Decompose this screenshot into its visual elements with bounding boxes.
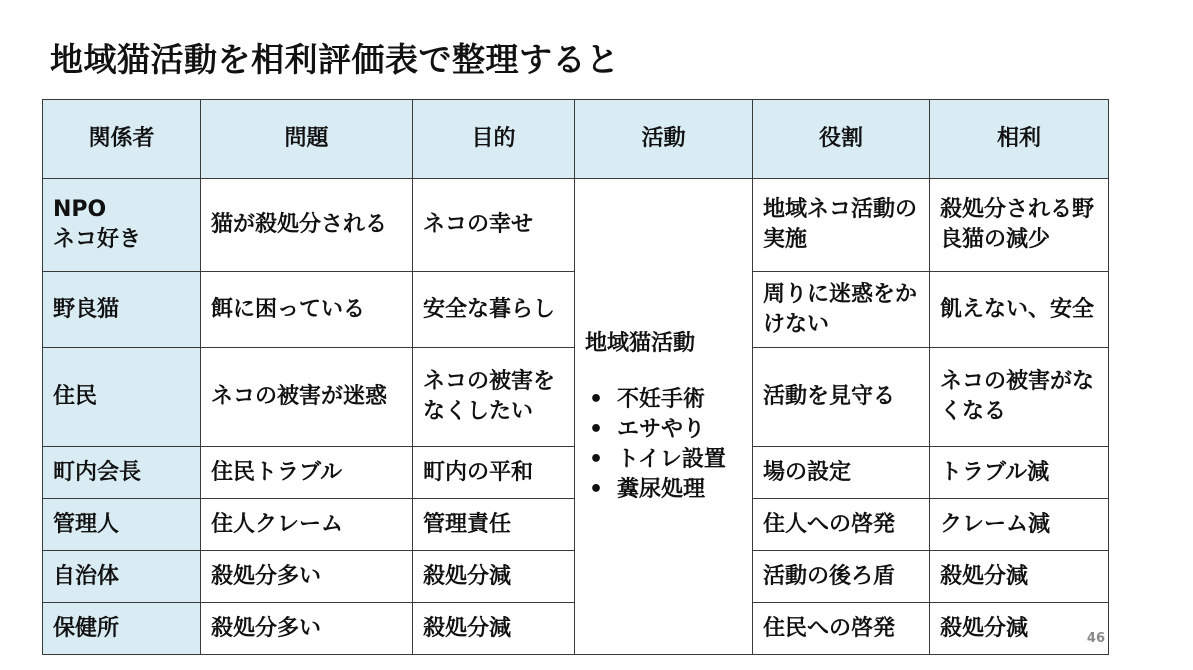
stakeholder-cell (43, 272, 201, 348)
role-cell (753, 272, 930, 348)
benefit-text: ネコの被害がなくなる (940, 369, 1095, 424)
role-cell (753, 499, 930, 551)
purpose-text: 管理責任 (423, 511, 512, 537)
purpose-text: 殺処分減 (423, 615, 512, 641)
benefit-text: 殺処分される野良猫の減少 (940, 197, 1095, 252)
activity-item: • トイレ設置 (585, 445, 742, 475)
activity-list (585, 385, 742, 505)
purpose-text: 殺処分減 (423, 563, 512, 589)
stakeholder-cell (43, 179, 201, 272)
role-cell (753, 179, 930, 272)
purpose-text: 町内の平和 (423, 459, 534, 485)
benefit-cell (930, 272, 1109, 348)
benefit-cell (930, 179, 1109, 272)
stakeholder-label: 住民 (53, 384, 98, 409)
role-cell (753, 551, 930, 603)
stakeholder-cell (43, 348, 201, 447)
purpose-cell (413, 603, 575, 655)
header-purpose: 目的 (413, 100, 575, 179)
role-cell (753, 447, 930, 499)
role-text: 住人への啓発 (763, 511, 896, 537)
purpose-text: ネコの幸せ (423, 212, 534, 237)
benefit-text: 殺処分減 (940, 615, 1029, 641)
benefit-cell (930, 447, 1109, 499)
stakeholder-cell (43, 447, 201, 499)
problem-cell (201, 348, 413, 447)
page-number: 46 (1086, 631, 1105, 646)
benefit-text: 殺処分減 (940, 563, 1029, 589)
activity-item: • 不妊手術 (585, 385, 742, 415)
problem-text: 住人クレーム (211, 511, 344, 537)
problem-cell (201, 447, 413, 499)
activity-cell (575, 179, 753, 655)
problem-cell (201, 603, 413, 655)
benefit-text: クレーム減 (940, 511, 1051, 537)
benefit-text: トラブル減 (940, 459, 1050, 485)
problem-cell (201, 499, 413, 551)
slide-title: 地域猫活動を相利評価表で整理すると (50, 40, 620, 79)
header-benefit: 相利 (930, 100, 1109, 179)
purpose-cell (413, 551, 575, 603)
benefit-cell (930, 348, 1109, 447)
stakeholder-cell (43, 551, 201, 603)
role-text: 活動を見守る (763, 384, 896, 409)
purpose-cell (413, 348, 575, 447)
benefit-cell (930, 499, 1109, 551)
problem-text: 殺処分多い (211, 563, 322, 589)
stakeholder-label: 自治体 (53, 563, 120, 589)
stakeholder-cell (43, 603, 201, 655)
problem-text: 住民トラブル (211, 459, 343, 485)
activity-item: • 糞尿処理 (585, 475, 742, 505)
purpose-cell (413, 447, 575, 499)
stakeholder-label: 保健所 (53, 615, 120, 641)
purpose-cell (413, 499, 575, 551)
role-cell (753, 603, 930, 655)
role-text: 周りに迷惑をかけない (763, 281, 918, 337)
purpose-text: 安全な暮らし (423, 296, 556, 322)
stakeholder-label: 町内会長 (53, 459, 142, 485)
stakeholder-label: 管理人 (53, 511, 120, 537)
role-cell (753, 348, 930, 447)
purpose-cell (413, 272, 575, 348)
purpose-text: ネコの被害をなくしたい (423, 369, 556, 424)
problem-text: 猫が殺処分される (211, 212, 388, 237)
benefit-cell (930, 603, 1109, 655)
stakeholder-label: 野良猫 (53, 296, 120, 322)
header-stakeholder: 関係者 (43, 100, 201, 179)
header-role: 役割 (753, 100, 930, 179)
stakeholder-cell (43, 499, 201, 551)
problem-cell (201, 551, 413, 603)
role-text: 地域ネコ活動の実施 (763, 197, 918, 252)
benefit-cell (930, 551, 1109, 603)
problem-text: 餌に困っている (211, 296, 366, 322)
problem-text: 殺処分多い (211, 615, 322, 641)
problem-cell (201, 179, 413, 272)
activity-title: 地域猫活動 (585, 330, 696, 356)
role-text: 場の設定 (763, 459, 852, 485)
role-text: 活動の後ろ盾 (763, 563, 896, 589)
mutual-benefit-table (42, 99, 1109, 655)
header-problem: 問題 (201, 100, 413, 179)
table-header-row (43, 100, 1109, 179)
table-row (43, 179, 1109, 272)
header-activity: 活動 (575, 100, 753, 179)
problem-cell (201, 272, 413, 348)
role-text: 住民への啓発 (763, 615, 896, 641)
activity-item: • エサやり (585, 415, 742, 445)
purpose-cell (413, 179, 575, 272)
benefit-text: 飢えない、安全 (940, 296, 1095, 322)
problem-text: ネコの被害が迷惑 (211, 384, 388, 409)
stakeholder-label: NPO ネコ好き (53, 197, 142, 252)
